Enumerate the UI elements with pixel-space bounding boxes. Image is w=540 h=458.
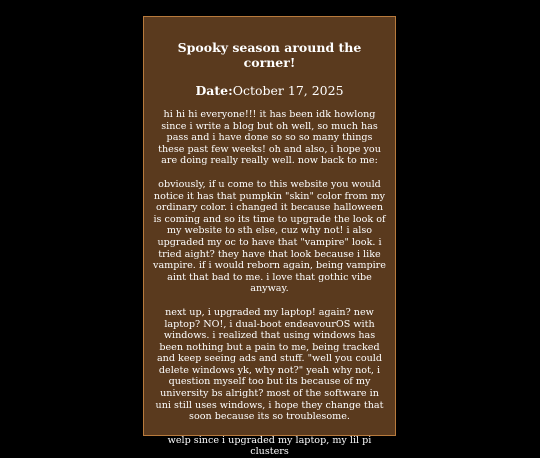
post-date-label: Date: bbox=[195, 83, 233, 98]
post-paragraph: obviously, if u come to this website you would notice it has that pumpkin "skin" color from my ordinary color. i changed it because halloween is coming and so its time to upgrade the look of my website to sth else, cuz why not! i also upgraded my oc to have that "vampire" look. i tried aight? they have that look because i like vampire. if i would reborn again, being vampire aint that bad to me. i love that gothic vibe anyway. bbox=[153, 178, 386, 295]
blog-post-card bbox=[143, 16, 396, 458]
post-paragraph: next up, i upgraded my laptop! again? new laptop? NO!, i dual-boot endeavourOS with windows. i realized that using windows has been nothing but a pain to me, being tracked and keep seeing ads and stuff. "well you could delete windows yk, why not?" yeah why not, i question myself too but its because of my university bs alright? most of the software in uni still uses windows, i hope they change that soon because its so troublesome. bbox=[155, 306, 384, 423]
post-date-value: October 17, 2025 bbox=[232, 83, 344, 98]
post-date bbox=[153, 83, 386, 98]
post-paragraph: hi hi hi everyone!!! it has been idk howlong since i write a blog but oh well, so much has pass and i have done so so so many things these past few weeks! oh and also, i hope you are doing really really well. now back to me: bbox=[158, 109, 381, 167]
post-title: Spooky season around the corner! bbox=[177, 40, 362, 70]
post-paragraph: welp since i upgraded my laptop, my lil pi clusters bbox=[167, 434, 372, 458]
